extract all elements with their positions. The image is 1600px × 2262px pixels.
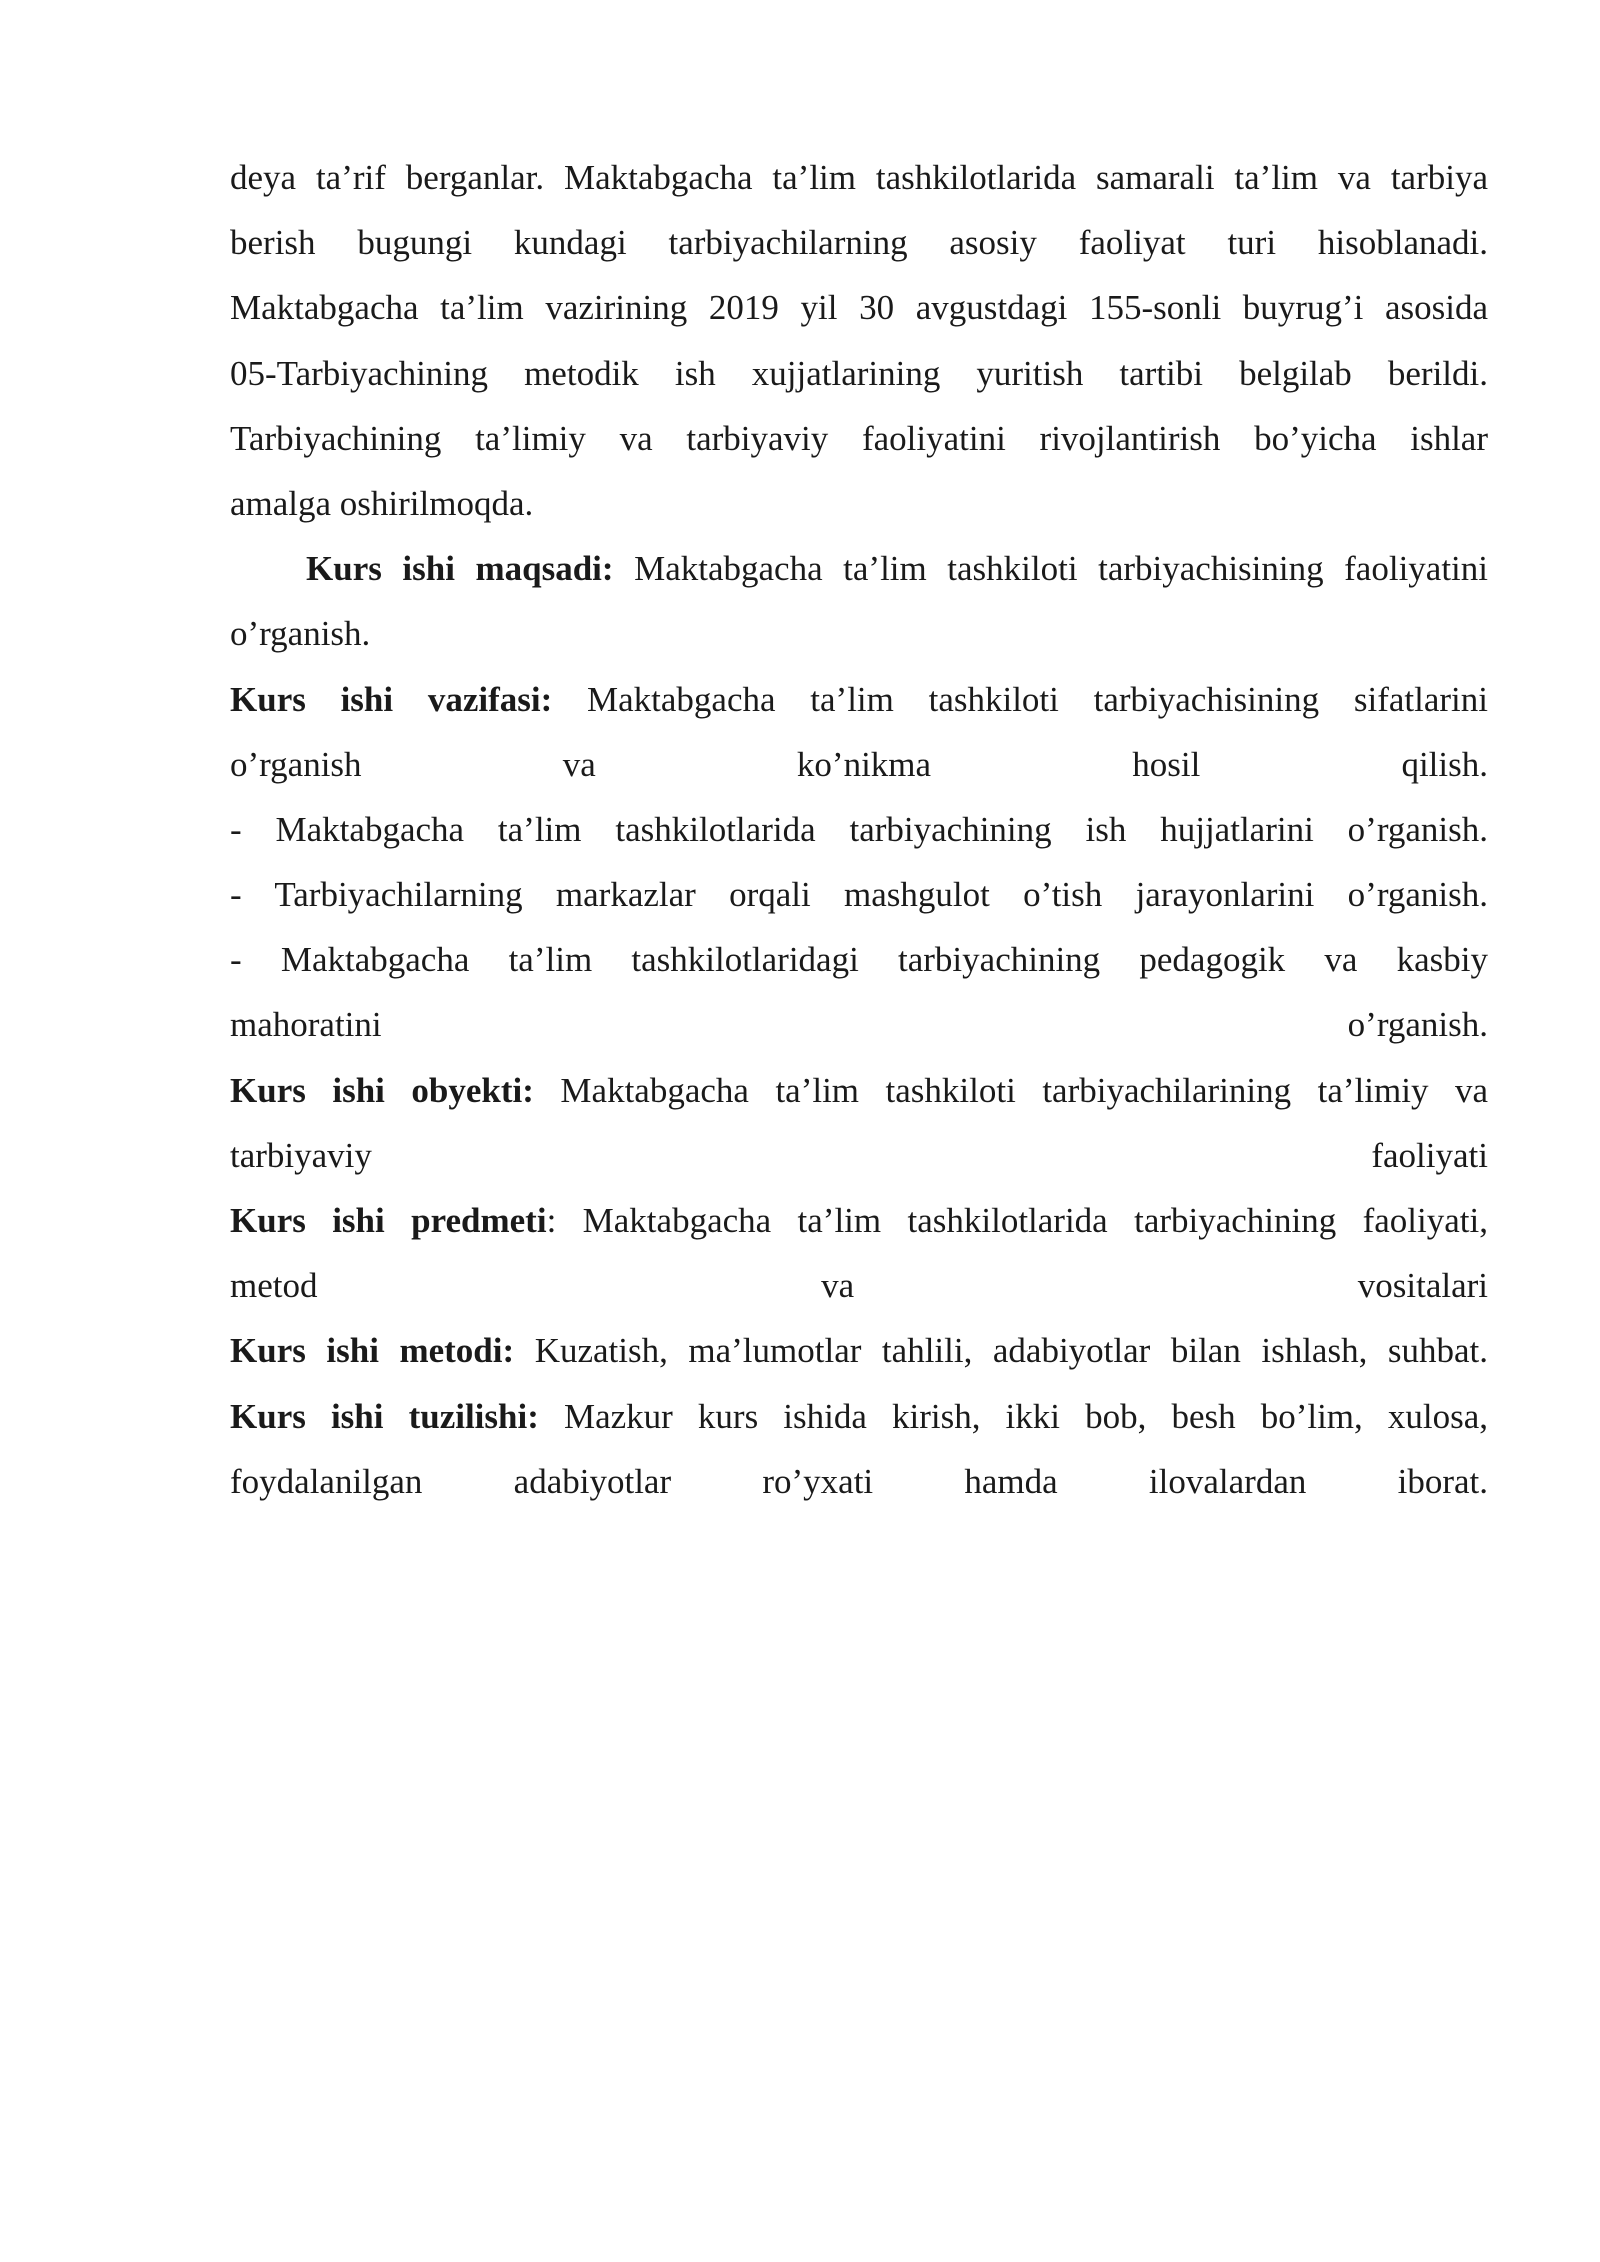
- line-text: - Maktabgacha ta’lim tashkilotlarida tarbiyachining ish hujjatlarini o’rganish.: [230, 809, 1488, 849]
- text-line: [230, 1123, 1488, 1188]
- line-text: Maktabgacha ta’lim vazirining 2019 yil 30 avgustdagi 155-sonli buyrug’i asosida: [230, 288, 1488, 328]
- bold-label: Kurs ishi obyekti:: [230, 1070, 534, 1110]
- bold-label: Kurs ishi vazifasi:: [230, 679, 553, 719]
- text-line: [230, 667, 1488, 732]
- line-text: Maktabgacha ta’lim tashkiloti tarbiyachisining faoliyatini: [613, 549, 1489, 589]
- text-line: [230, 601, 1488, 666]
- text-line: [230, 341, 1488, 406]
- text-line: [230, 275, 1488, 340]
- text-line: [230, 145, 1488, 210]
- text-line: [230, 862, 1488, 927]
- text-line: [230, 732, 1488, 797]
- text-line: [230, 1253, 1488, 1318]
- line-text: tarbiyaviy faoliyati: [230, 1135, 1488, 1175]
- bold-label: Kurs ishi predmeti: [230, 1201, 547, 1240]
- line-text: berish bugungi kundagi tarbiyachilarning asosiy faoliyat turi hisoblanadi.: [230, 223, 1488, 263]
- line-text: o’rganish va ko’nikma hosil qilish.: [230, 744, 1488, 784]
- line-text: Maktabgacha ta’lim tashkiloti tarbiyachisining sifatlarini: [552, 679, 1488, 719]
- line-text: amalga oshirilmoqda.: [230, 483, 534, 523]
- text-line: [230, 210, 1488, 275]
- text-line: [230, 1384, 1488, 1449]
- text-line: [230, 1058, 1488, 1123]
- line-text: deya ta’rif berganlar. Maktabgacha ta’lim tashkilotlarida samarali ta’lim va tarbiya: [230, 158, 1488, 197]
- text-line: [230, 797, 1488, 862]
- line-text: foydalanilgan adabiyotlar ro’yxati hamda ilovalardan iborat.: [230, 1461, 1488, 1501]
- line-text: o’rganish.: [230, 614, 371, 654]
- text-line: [230, 1318, 1488, 1383]
- text-line: [230, 471, 1488, 536]
- line-text: mahoratini o’rganish.: [230, 1005, 1488, 1045]
- text-line: [230, 992, 1488, 1057]
- text-line: [230, 536, 1488, 601]
- document-page: [230, 145, 1488, 1514]
- line-text: 05-Tarbiyachining metodik ish xujjatlarining yuritish tartibi belgilab berildi.: [230, 353, 1488, 393]
- line-text: : Maktabgacha ta’lim tashkilotlarida tarbiyachining faoliyati,: [546, 1201, 1488, 1240]
- line-text: Tarbiyachining ta’limiy va tarbiyaviy faoliyatini rivojlantirish bo’yicha ishlar: [230, 418, 1488, 458]
- line-text: - Tarbiyachilarning markazlar orqali mashgulot o’tish jarayonlarini o’rganish.: [230, 875, 1488, 915]
- line-text: Maktabgacha ta’lim tashkiloti tarbiyachilarining ta’limiy va: [533, 1070, 1488, 1110]
- text-line: [230, 927, 1488, 992]
- line-text: metod va vositalari: [230, 1266, 1488, 1306]
- line-text: Mazkur kurs ishida kirish, ikki bob, besh bo’lim, xulosa,: [538, 1396, 1489, 1436]
- text-line: [230, 1449, 1488, 1514]
- text-line: [230, 1188, 1488, 1253]
- line-text: Kuzatish, ma’lumotlar tahlili, adabiyotlar bilan ishlash, suhbat.: [514, 1331, 1488, 1371]
- text-line: [230, 406, 1488, 471]
- bold-label: Kurs ishi metodi:: [230, 1331, 515, 1371]
- bold-label: Kurs ishi maqsadi:: [306, 549, 614, 589]
- bold-label: Kurs ishi tuzilishi:: [230, 1396, 539, 1436]
- line-text: - Maktabgacha ta’lim tashkilotlaridagi tarbiyachining pedagogik va kasbiy: [230, 940, 1488, 980]
